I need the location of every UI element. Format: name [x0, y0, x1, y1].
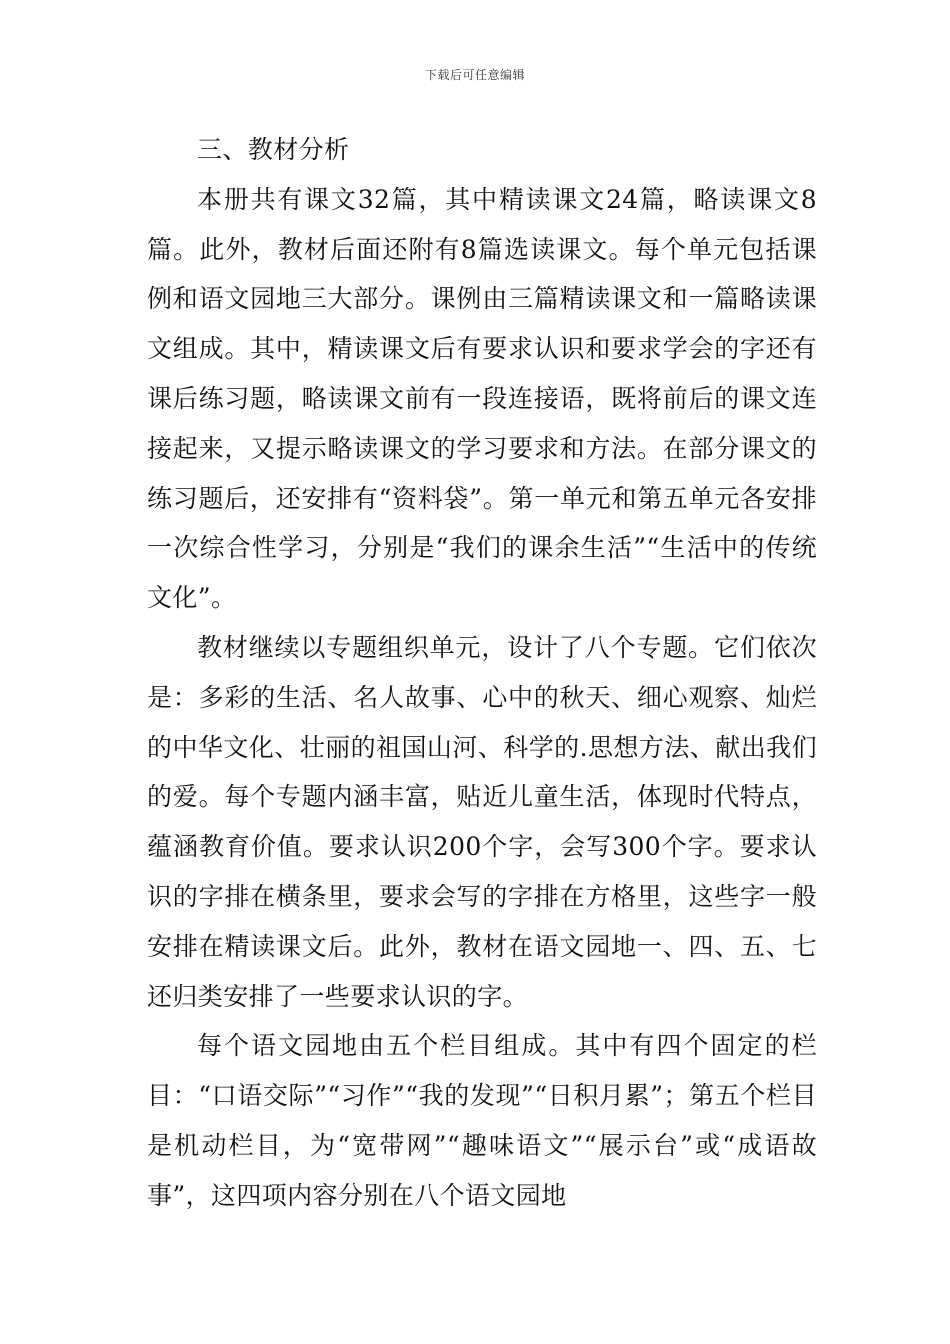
paragraph-1: 本册共有课文32篇，其中精读课文24篇，略读课文8篇。此外，教材后面还附有8篇选读课文。每个单元包括课例和语文园地三大部分。课例由三篇精读课文和一篇略读课文组成。其中，精读课文后有要求认识和要求学会的字还有课后练习题，略读课文前有一段连接语，既将前后的课文连接起来，又提示略读课文的学习要求和方法。在部分课文的练习题后，还安排有“资料袋”。第一单元和第五单元各安排一次综合性学习，分别是“我们的课余生活”“生活中的传统文化”。 [147, 184, 817, 613]
paragraph-2: 教材继续以专题组织单元，设计了八个专题。它们依次是：多彩的生活、名人故事、心中的秋天、细心观察、灿烂的中华文化、壮丽的祖国山河、科学的.思想方法、献出我们的爱。每个专题内涵丰富，贴近儿童生活，体现时代特点，蕴涵教育价值。要求认识200个字，会写300个字。要求认识的字排在横条里，要求会写的字排在方格里，这些字一般安排在精读课文后。此外，教材在语文园地一、四、五、七还归类安排了一些要求认识的字。 [147, 632, 817, 1011]
page-header: 下载后可任意编辑 [424, 68, 525, 82]
section-heading: 三、教材分析 [197, 135, 350, 164]
paragraph-3: 每个语文园地由五个栏目组成。其中有四个固定的栏目：“口语交际”“习作”“我的发现”“日积月累”；第五个栏目是机动栏目，为“宽带网”“趣味语文”“展示台”或“成语故事”，这四项内容分别在八个语文园地 [147, 1031, 817, 1210]
document-body [147, 125, 817, 1221]
